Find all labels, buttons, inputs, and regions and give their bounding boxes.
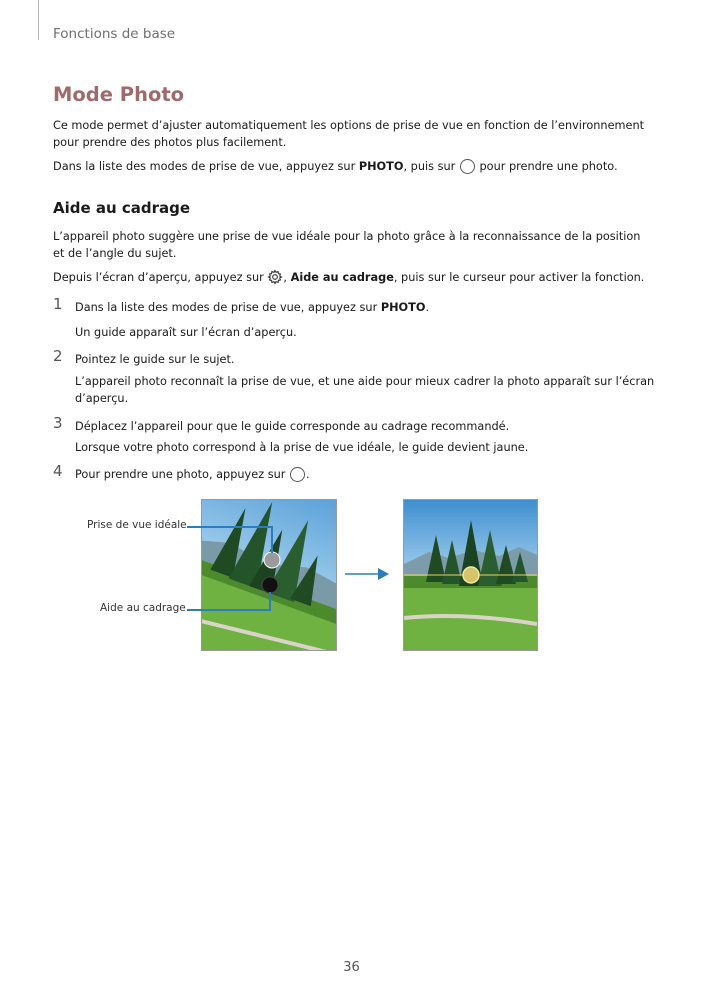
callout-guide-label: Aide au cadrage [100,602,186,614]
step-3-line-2: Lorsque votre photo correspond à la prise de vue idéale, le guide devient jaune. [75,441,529,454]
intro-text: , puis sur [403,160,459,173]
section-paragraph-1: L’appareil photo suggère une prise de vue idéale pour la photo grâce à la reconnaissance de la position et de l’angle du sujet. [53,230,641,260]
preview-photo-after [403,499,538,651]
arrow-right-icon [344,567,390,581]
step-number: 2 [53,347,63,365]
settings-gear-icon [267,269,283,285]
step-text: Pour prendre une photo, appuyez sur [75,468,289,481]
landscape-illustration [404,500,537,650]
step-1-line-1 [75,299,655,316]
shutter-button-icon [460,159,475,174]
callout-ideal-shot-label: Prise de vue idéale [87,519,187,531]
step-4-line-1 [75,466,655,483]
callout-ideal-line-v [271,526,273,553]
step-text: . [306,468,310,481]
step-2-line-2: L’appareil photo reconnaît la prise de vue, et une aide pour mieux cadrer la photo apparaît sur l’écran d’aperçu. [75,375,655,405]
step-number: 1 [53,295,63,313]
section-paragraph-2 [53,269,653,286]
intro-text: Dans la liste des modes de prise de vue, appuyez sur [53,160,359,173]
step-text: . [425,301,430,314]
step-text: Dans la liste des modes de prise de vue, appuyez sur [75,301,381,314]
step-number: 3 [53,414,63,432]
callout-ideal-line-h [187,526,272,528]
intro-paragraph-1: Ce mode permet d’ajuster automatiquement les options de prise de vue en fonction de l’environnement pour prendre des photos plus facilement. [53,119,645,149]
section-title: Aide au cadrage [53,199,191,217]
section-text: , [283,271,291,284]
step-1-line-2: Un guide apparaît sur l’écran d’aperçu. [75,326,297,339]
preview-photo-before [201,499,337,651]
intro-paragraph-2 [53,158,653,175]
section-text: Depuis l’écran d’aperçu, appuyez sur [53,271,268,284]
photo-mode-label: PHOTO [380,301,426,314]
callout-guide-line-v [269,592,271,611]
step-number: 4 [53,462,63,480]
header-rule [38,0,39,40]
intro-text: pour prendre une photo. [475,160,618,173]
landscape-illustration [202,500,336,650]
page-number: 36 [343,960,360,975]
page-title: Mode Photo [53,83,185,106]
callout-guide-line-h [187,609,270,611]
aide-au-cadrage-label: Aide au cadrage [290,271,394,284]
photo-mode-label: PHOTO [358,160,404,173]
step-3-line-1: Déplacez l’appareil pour que le guide corresponde au cadrage recommandé. [75,420,510,433]
section-text: , puis sur le curseur pour activer la fonction. [393,271,645,284]
section-header: Fonctions de base [53,26,176,42]
shutter-button-icon [290,467,305,482]
step-2-line-1: Pointez le guide sur le sujet. [75,353,235,366]
